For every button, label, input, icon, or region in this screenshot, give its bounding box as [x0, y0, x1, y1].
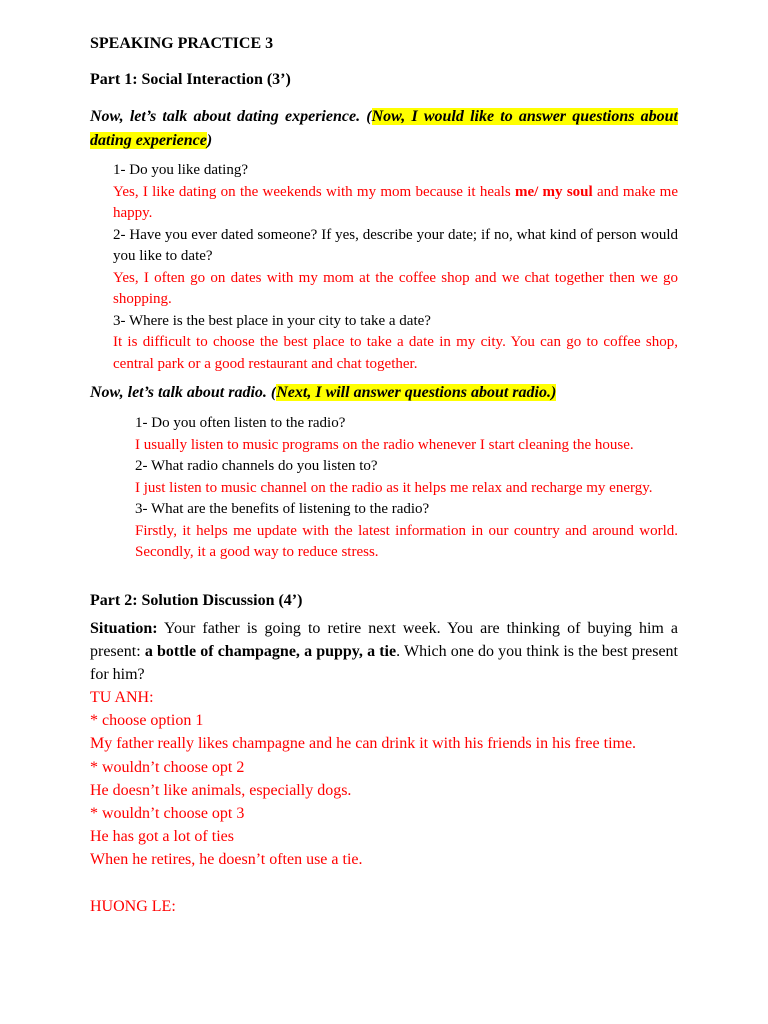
answer-line: * choose option 1 [90, 712, 204, 730]
situation-options: a bottle of champagne, a puppy, a tie [144, 643, 397, 661]
radio-lead-highlight: Next, I will answer questions about radio.) [276, 384, 557, 401]
radio-answer-3: Firstly, it helps me update with the latest information in our country and around world. Secondly, it a good way to reduce stress. [135, 522, 678, 560]
part1-heading: Part 1: Social Interaction (3’) [90, 71, 291, 88]
dating-question-2: 2- Have you ever dated someone? If yes, describe your date; if no, what kind of person would you like to date? [113, 226, 678, 264]
dating-question-3: 3- Where is the best place in your city to take a date? [113, 312, 431, 329]
page-title: SPEAKING PRACTICE 3 [90, 35, 274, 52]
answer-line: He has got a lot of ties [90, 828, 234, 846]
answer-line: * wouldn’t choose opt 3 [90, 805, 245, 823]
answer-line: He doesn’t like animals, especially dogs. [90, 781, 352, 799]
dating-answer-1 [113, 182, 678, 225]
dating-lead-prefix: Now, let’s talk about dating experience. ( [90, 108, 372, 125]
radio-question-2: 2- What radio channels do you listen to? [135, 458, 378, 474]
dating-answer-3: It is difficult to choose the best place to take a date in my city. You can go to coffee shop, central park or a good restaurant and chat together. [113, 334, 678, 372]
answer-line: My father really likes champagne and he can drink it with his friends in his free time. [90, 735, 637, 753]
dating-lead-suffix: ) [206, 131, 213, 149]
radio-qa-block [135, 413, 678, 564]
dating-answer-2: Yes, I often go on dates with my mom at the coffee shop and we chat together then we go shopping. [113, 269, 678, 307]
situation-label: Situation: [90, 620, 158, 637]
answer-line: TU ANH: [90, 689, 154, 706]
part2-heading: Part 2: Solution Discussion (4’) [90, 592, 303, 609]
radio-answer-1: I usually listen to music programs on the radio whenever I start cleaning the house. [135, 436, 634, 453]
situation-text-1: Your father is going to retire next week. You are thinking of buying him a present: [90, 620, 678, 661]
answer-line: * wouldn’t choose opt 2 [90, 758, 245, 776]
radio-lead [90, 381, 678, 405]
situation-text-2: . Which one do you think is the best present for him? [90, 643, 679, 684]
dating-question-1: 1- Do you like dating? [113, 162, 248, 178]
dating-answer-1-post: and make me happy. [113, 183, 678, 221]
dating-answer-1-pre: Yes, I like dating on the weekends with my mom because it heals [113, 183, 515, 200]
dating-lead [90, 105, 678, 152]
radio-answer-2: I just listen to music channel on the radio as it helps me relax and recharge my energy. [135, 479, 653, 496]
dating-answer-1-bold: me/ my soul [514, 183, 593, 200]
dating-lead-highlight: Now, I would like to answer questions about dating experience [90, 108, 679, 149]
radio-question-3: 3- What are the benefits of listening to the radio? [135, 501, 430, 517]
situation-paragraph [90, 617, 678, 687]
dating-qa-block [113, 160, 678, 375]
tu-anh-answer-block [90, 686, 678, 872]
answer-line: When he retires, he doesn’t often use a tie. [90, 851, 363, 869]
huong-le-label: HUONG LE: [90, 898, 176, 915]
radio-question-1: 1- Do you often listen to the radio? [135, 415, 346, 431]
radio-lead-prefix: Now, let’s talk about radio. ( [90, 384, 277, 401]
